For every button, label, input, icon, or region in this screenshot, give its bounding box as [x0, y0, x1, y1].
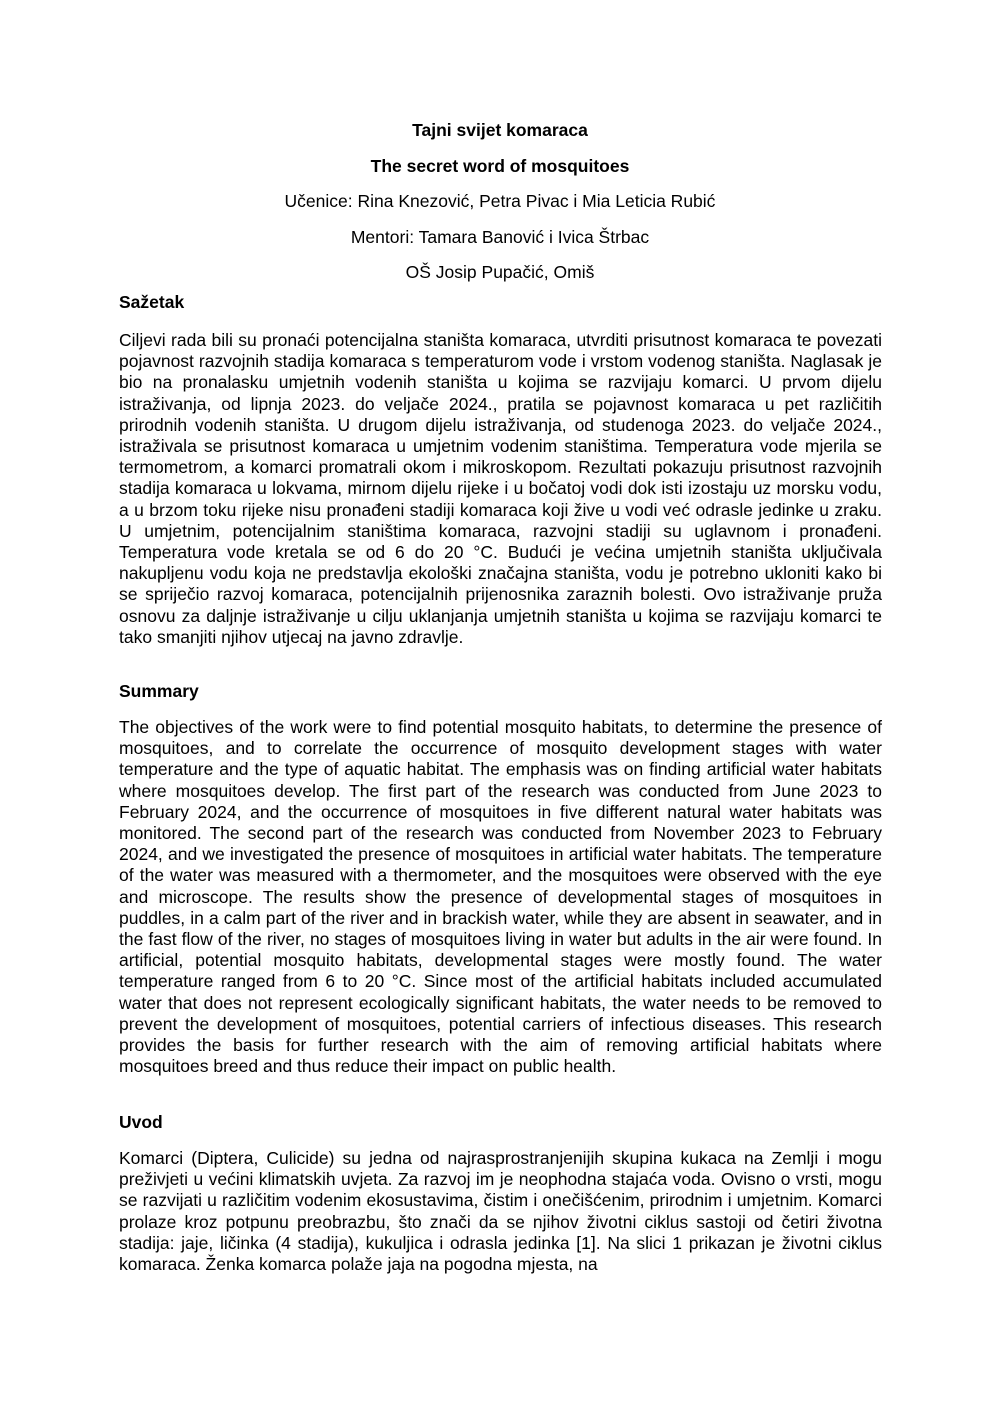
heading-summary: Summary — [119, 681, 199, 701]
paragraph-summary: The objectives of the work were to find potential mosquito habitats, to determine the presence of mosquitoes, and to correlate the occurrence of mosquito development stages with water temperature and the type of aquatic habitat. The emphasis was on finding artificial water habitats where mosquitoes develop. The first part of the research was conducted from June 2023 to February 2024, and the occurrence of mosquitoes in five different natural water habitats was monitored. The second part of the research was conducted from November 2023 to February 2024, and we investigated the presence of mosquitoes in artificial water habitats. The temperature of the water was measured with a thermometer, and the mosquitoes were observed with the eye and microscope. The results show the presence of developmental stages of mosquitoes in puddles, in a calm part of the river and in brackish water, while they are absent in seawater, and in the fast flow of the river, no stages of mosquitoes living in water but adults in the air were found. In artificial, potential mosquito habitats, developmental stages were mostly found. The water temperature ranged from 6 to 20 °C. Since most of the artificial habitats included accumulated water that does not represent ecologically significant habitats, the water needs to be removed to prevent the development of mosquitoes, potential carriers of infectious diseases. This research provides the basis for further research with the aim of removing artificial habitats where mosquitoes breed and thus reduce their impact on public health. — [119, 717, 882, 1077]
school-line: OŠ Josip Pupačić, Omiš — [405, 262, 595, 282]
heading-uvod: Uvod — [119, 1112, 163, 1132]
title-english: The secret word of mosquitoes — [370, 155, 630, 176]
mentors-line: Mentori: Tamara Banović i Ivica Štrbac — [350, 226, 650, 247]
paragraph-sazetak: Ciljevi rada bili su pronaći potencijalna staništa komaraca, utvrditi prisutnost komaraca te povezati pojavnost razvojnih stadija komaraca s temperaturom vode i vrstom vodenog staništa. Naglasak je bio na pronalasku umjetnih vodenih staništa u kojima se razvijaju komarci. U prvom dijelu istraživanja, od lipnja 2023. do veljače 2024., pratila se pojavnost komaraca u pet različitih prirodnih vodenih staništa. U drugom dijelu istraživanja, od studenoga 2023. do veljače 2024., istraživala se prisutnost komaraca u umjetnim vodenim staništima. Temperatura vode mjerila se termometrom, a komarci promatrali okom i mikroskopom. Rezultati pokazuju prisutnost razvojnih stadija komaraca u lokvama, mirnom dijelu rijeke i u bočatoj vodi dok isti izostaju uz morsku vodu, a u brzom toku rijeke nisu pronađeni stadiji komaraca koji žive u vodi već odrasle jedinke u zraku. U umjetnim, potencijalnim staništima komaraca, razvojni stadiji su uglavnom i pronađeni. Temperatura vode kretala se od 6 do 20 °C. Budući je većina umjetnih staništa uključivala nakupljenu vodu koja ne predstavlja ekološki značajna staništa, vodu je potrebno ukloniti kako bi se spriječio razvoj komaraca, potencijalnih prijenosnika zaraznih bolesti. Ovo istraživanje pruža osnovu za daljnje istraživanje u cilju uklanjanja umjetnih staništa u kojima se razvijaju komarci te tako smanjiti njihov utjecaj na javno zdravlje. — [119, 330, 882, 647]
title-block — [0, 118, 1000, 296]
title-croatian: Tajni svijet komaraca — [412, 120, 588, 140]
students-line: Učenice: Rina Knezović, Petra Pivac i Mia Leticia Rubić — [284, 191, 716, 211]
heading-sazetak: Sažetak — [119, 292, 185, 312]
paragraph-uvod: Komarci (Diptera, Culicide) su jedna od najrasprostranjenijih skupina kukaca na Zemlji i mogu preživjeti u većini klimatskih uvjeta. Za razvoj im je neophodna stajaća voda. Ovisno o vrsti, mogu se razvijati u različitim vodenim ekosustavima, čistim i onečišćenim, prirodnim i umjetnim. Komarci prolaze kroz potpunu preobrazbu, što znači da se njihov životni ciklus sastoji od četiri životna stadija: jaje, ličinka (4 stadija), kukuljica i odrasla jedinka [1]. Na slici 1 prikazan je životni ciklus komaraca. Ženka komarca polaže jaja na pogodna mjesta, na — [119, 1148, 882, 1275]
